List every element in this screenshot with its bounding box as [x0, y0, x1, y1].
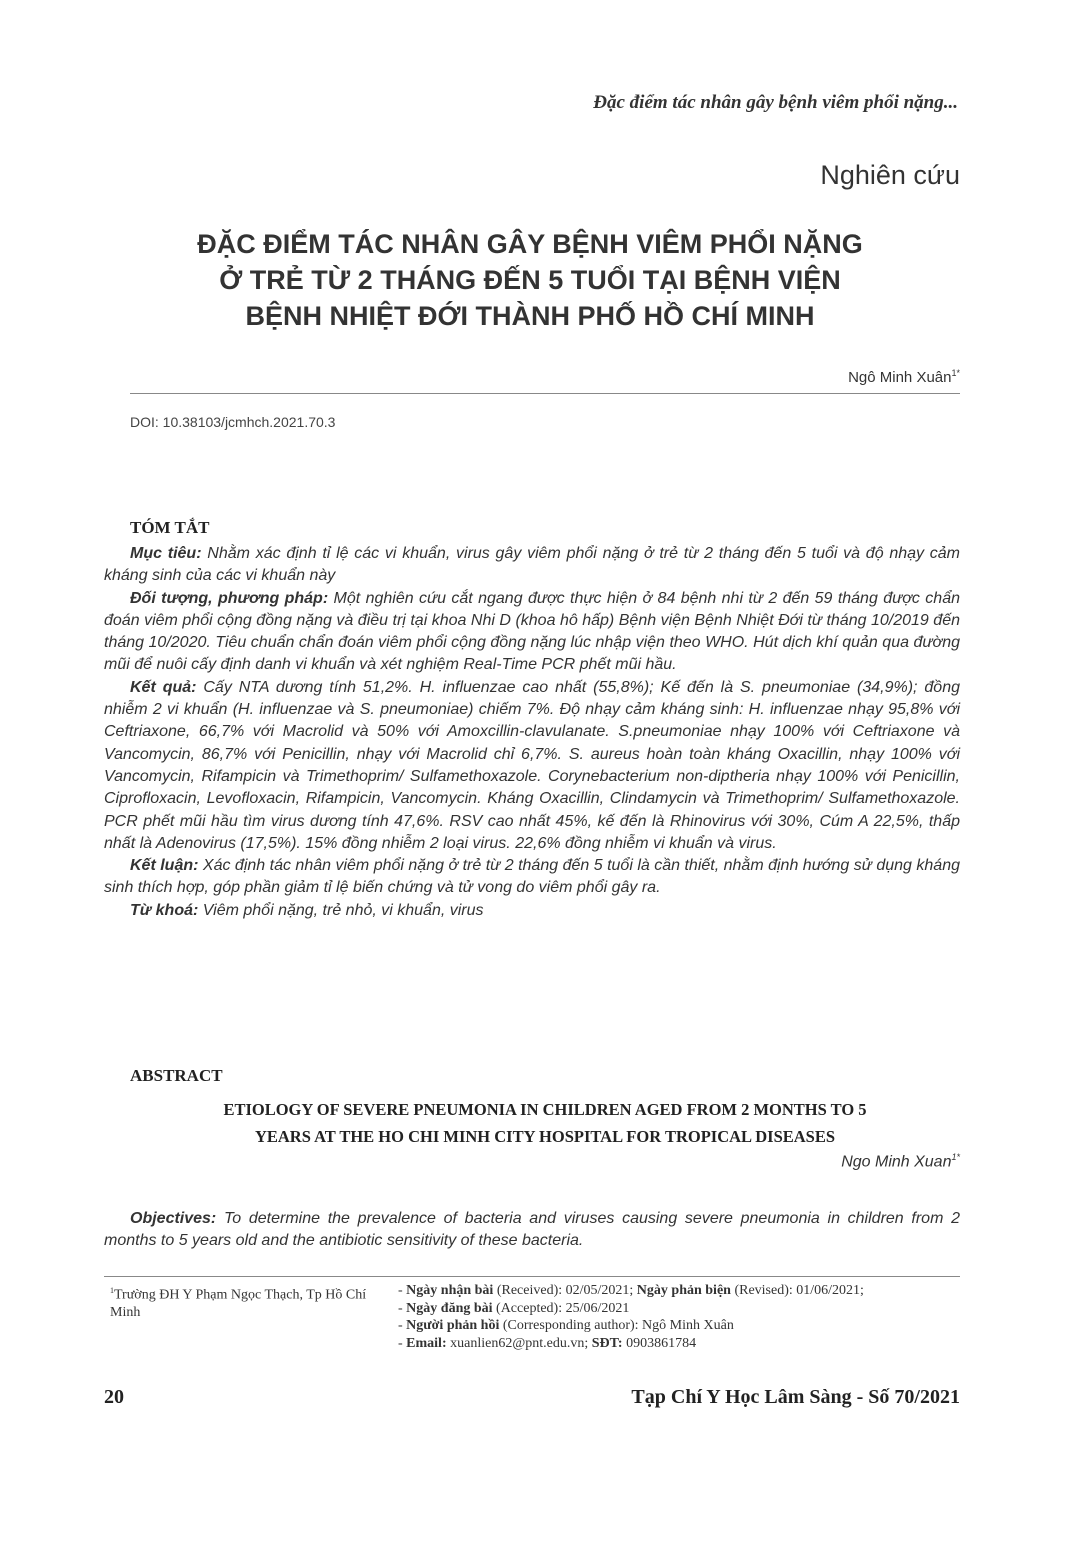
- summary-paragraph: [104, 900, 960, 922]
- author-affiliation-mark: 1*: [951, 1152, 960, 1162]
- title-line: Ở TRẺ TỪ 2 THÁNG ĐẾN 5 TUỔI TẠI BỆNH VIỆN: [219, 265, 841, 295]
- date-value: (Received): 02/05/2021;: [493, 1283, 637, 1298]
- paragraph-label: Đối tượng, phương pháp:: [130, 589, 329, 607]
- paragraph-text: Viêm phổi nặng, trẻ nhỏ, vi khuẩn, virus: [198, 901, 484, 919]
- corresponding-line: - Người phản hồi (Corresponding author): Ngô Minh Xuân: [398, 1318, 734, 1333]
- paragraph-text: To determine the prevalence of bacteria and viruses causing severe pneumonia in children from 2 months to 5 years old and the antibiotic sensitivity of these bacteria.: [104, 1210, 960, 1250]
- affiliation-footnote: [110, 1282, 395, 1321]
- corresponding-value: (Corresponding author): Ngô Minh Xuân: [499, 1318, 734, 1333]
- summary-paragraph: [104, 543, 960, 588]
- paragraph-text: Một nghiên cứu cắt ngang được thực hiện ở 84 bệnh nhi từ 2 đến 59 tháng được chẩn đoán viêm phổi cộng đồng nặng và điều trị tại khoa Nhi D (khoa hô hấp) Bệnh viện Bệnh Nhiệt Đới từ tháng 10/2019 đến tháng 10/2020. Tiêu chuẩn chẩn đoán viêm phổi cộng đồng nặng lúc nhập viện theo WHO. Hút dịch khí quản qua đường mũi để nuôi cấy định danh vi khuẩn và xét nghiệm Real-Time PCR phết mũi hầu.: [104, 589, 960, 674]
- summary-paragraph: [104, 588, 960, 677]
- paragraph-label: Từ khoá:: [130, 901, 199, 919]
- running-head: Đặc điểm tác nhân gây bệnh viêm phổi nặng...: [593, 92, 958, 113]
- section-label: Nghiên cứu: [820, 160, 960, 190]
- header-divider: [130, 393, 960, 394]
- article-title-vi: [0, 226, 1060, 334]
- author-en: [841, 1152, 960, 1171]
- author-affiliation-mark: 1*: [951, 368, 960, 378]
- paragraph-label: Mục tiêu:: [130, 545, 202, 562]
- author-name: Ngô Minh Xuân: [848, 369, 952, 386]
- corresponding-label: Người phản hồi: [406, 1318, 500, 1333]
- date-value: (Revised): 01/06/2021;: [730, 1283, 864, 1298]
- title-line: YEARS AT THE HO CHI MINH CITY HOSPITAL FOR TROPICAL DISEASES: [254, 1127, 836, 1146]
- title-line: ETIOLOGY OF SEVERE PNEUMONIA IN CHILDREN AGED FROM 2 MONTHS TO 5: [223, 1100, 867, 1119]
- phone-value: 0903861784: [622, 1335, 697, 1351]
- page-number: 20: [104, 1386, 124, 1408]
- author-vi: [848, 368, 960, 386]
- abstract-paragraph: [104, 1208, 960, 1253]
- paragraph-label: Kết quả:: [130, 678, 197, 696]
- contact-line: - Email: xuanlien62@pnt.edu.vn; SĐT: 0903861784: [398, 1335, 697, 1351]
- article-dates: [398, 1282, 968, 1352]
- paragraph-text: Xác định tác nhân viêm phổi nặng ở trẻ từ 2 tháng đến 5 tuổi là cần thiết, nhằm định hướng sử dụng kháng sinh thích hợp, góp phần giảm tỉ lệ biến chứng và tử vong do viêm phổi gây ra.: [104, 857, 960, 897]
- email-label: Email:: [406, 1335, 447, 1351]
- date-line-accepted: - Ngày đăng bài (Accepted): 25/06/2021: [398, 1300, 630, 1316]
- doi-link[interactable]: DOI: 10.38103/jcmhch.2021.70.3: [130, 414, 336, 430]
- title-line: ĐẶC ĐIỂM TÁC NHÂN GÂY BỆNH VIÊM PHỔI NẶNG: [197, 229, 863, 259]
- article-title-en: [130, 1096, 960, 1150]
- footnote-divider: [104, 1276, 960, 1277]
- date-label: Ngày nhận bài: [406, 1283, 494, 1298]
- paragraph-label: Kết luận:: [130, 857, 199, 875]
- email-link[interactable]: xuanlien62@pnt.edu.vn;: [446, 1335, 592, 1351]
- date-label: Ngày đăng bài: [406, 1300, 493, 1316]
- affiliation-text: Trường ĐH Y Phạm Ngọc Thạch, Tp Hồ Chí Minh: [110, 1287, 367, 1320]
- journal-name: Tạp Chí Y Học Lâm Sàng - Số 70/2021: [631, 1386, 960, 1408]
- phone-label: SĐT:: [591, 1335, 623, 1351]
- paragraph-text: Nhằm xác định tỉ lệ các vi khuẩn, virus gây viêm phổi nặng ở trẻ từ 2 tháng đến 5 tuổi và độ nhạy cảm kháng sinh của các vi khuẩn này: [104, 545, 961, 585]
- date-value: (Accepted): 25/06/2021: [492, 1300, 630, 1316]
- abstract-en: [104, 1208, 960, 1253]
- summary-paragraph: [104, 855, 960, 900]
- summary-vi: [104, 543, 960, 922]
- affiliation-mark: 1: [110, 1286, 114, 1295]
- summary-paragraph: [104, 677, 960, 855]
- author-name: Ngo Minh Xuan: [841, 1153, 952, 1171]
- paragraph-text: Cấy NTA dương tính 51,2%. H. influenzae cao nhất (55,8%); Kế đến là S. pneumoniae (34,9%); đồng nhiễm 2 vi khuẩn (H. influenzae và S. pneumoniae) chiếm 7%. Độ nhạy cảm kháng sinh: H. influenzae nhạy 95,8% với Ceftriaxone, 66,7% với Macrolid và 50% với Amoxcillin-clavulanate. S.pneumoniae nhạy 100% với Ceftriaxone và Vancomycin, 86,7% với Penicillin, nhạy với Macrolid chỉ 6,7%. S. aureus hoàn toàn kháng Oxacillin, nhạy 100% với Vancomycin, Rifampicin và Trimethoprim/ Sulfamethoxazole. Corynebacterium non-diptheria nhạy 100% với Penicillin, Ciprofloxacin, Levofloxacin, Rifampicin, Vancomycin. Kháng Oxacillin, Clindamycin và Trimethoprim/ Sulfamethoxazole. PCR phết mũi hầu tìm virus dương tính 47,6%. RSV cao nhất 45%, kế đến là Rhinovirus với 30%, Cúm A 22,5%, thấp nhất là Adenovirus (17,5%). 15% đồng nhiễm 2 loại virus. 22,6% đồng nhiễm vi khuẩn và virus.: [104, 678, 960, 852]
- abstract-heading: ABSTRACT: [130, 1066, 223, 1085]
- date-line-received: - Ngày nhận bài (Received): 02/05/2021; Ngày phản biện (Revised): 01/06/2021;: [398, 1283, 864, 1298]
- date-label: Ngày phản biện: [636, 1283, 731, 1298]
- title-line: BỆNH NHIỆT ĐỚI THÀNH PHỐ HỒ CHÍ MINH: [245, 301, 815, 331]
- summary-heading-vi: TÓM TẮT: [130, 518, 210, 537]
- paragraph-label: Objectives:: [130, 1210, 217, 1227]
